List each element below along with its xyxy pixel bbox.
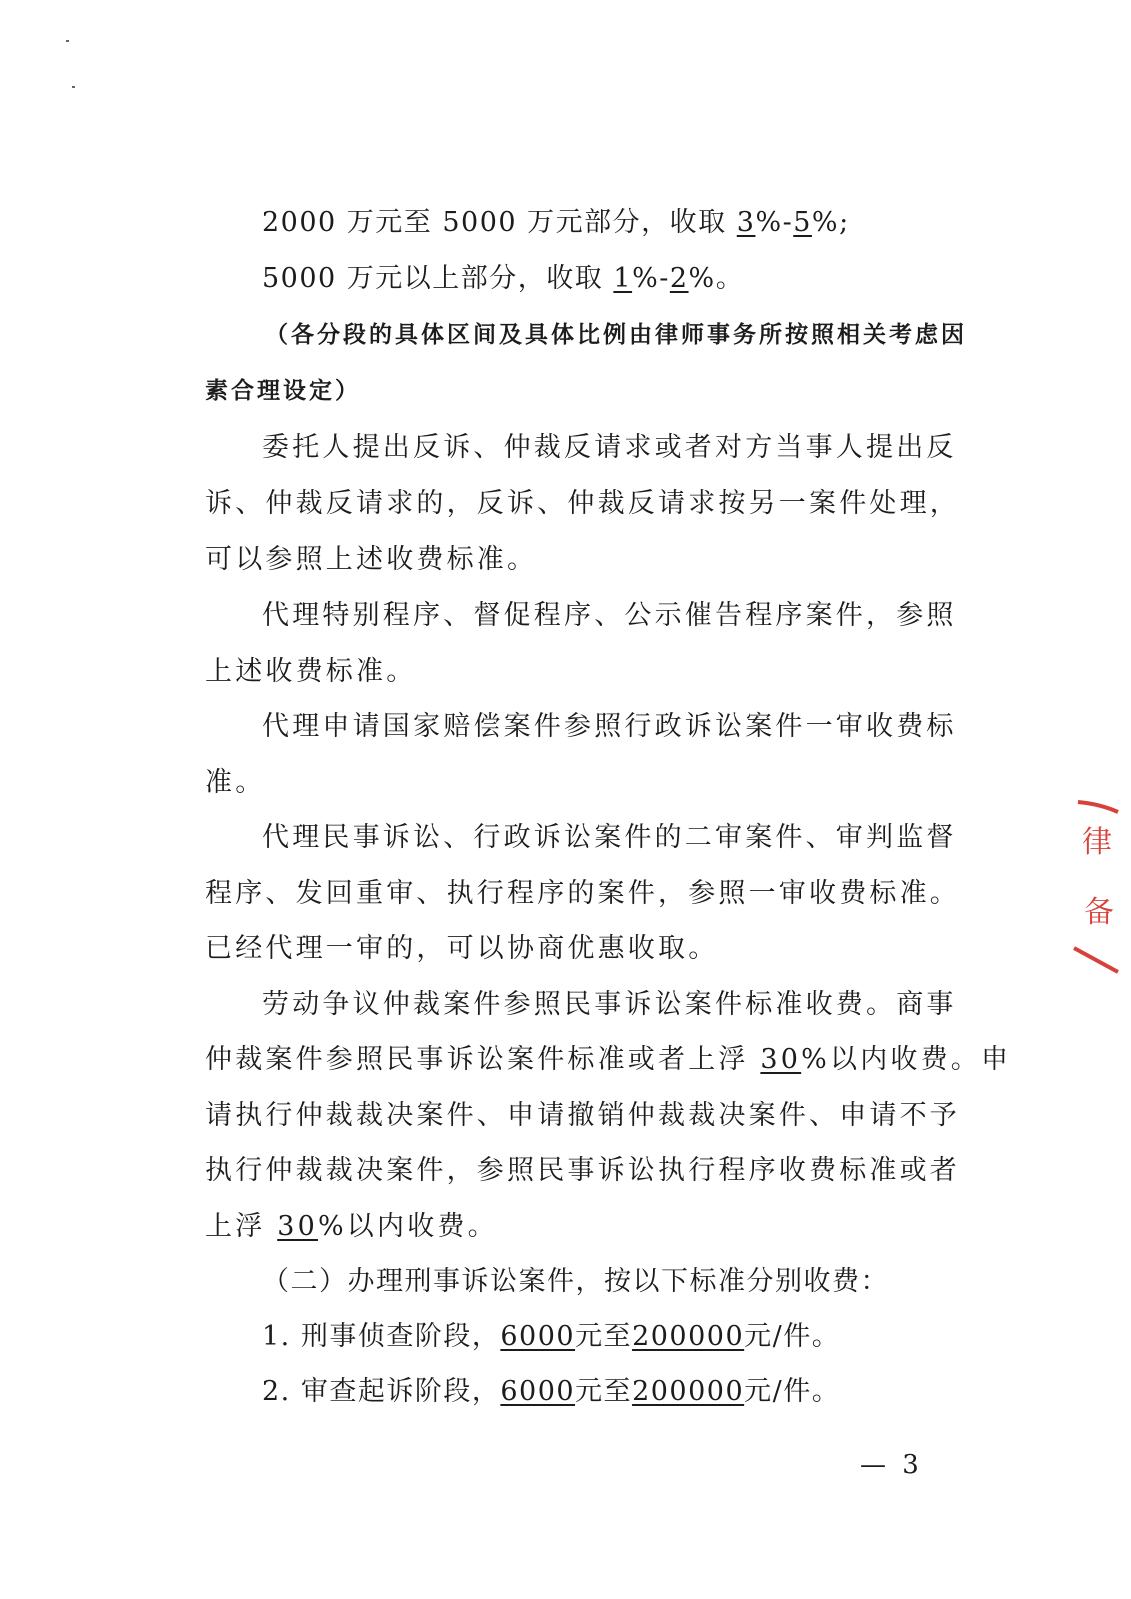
text-line: 委托人提出反诉、仲裁反请求或者对方当事人提出反: [262, 432, 957, 463]
list-item: 1. 刑事侦查阶段，6000元至200000元/件。: [262, 1321, 841, 1352]
seal-char: 备: [1084, 895, 1114, 930]
page-number: — 3: [860, 1450, 923, 1480]
text-line: 代理申请国家赔偿案件参照行政诉讼案件一审收费标: [262, 711, 957, 742]
seal-char: 律: [1082, 825, 1112, 860]
text-line: 诉、仲裁反请求的，反诉、仲裁反请求按另一案件处理，: [205, 488, 960, 519]
text-line: 执行仲裁裁决案件，参照民事诉讼执行程序收费标准或者: [205, 1155, 960, 1186]
text-line: 代理民事诉讼、行政诉讼案件的二审案件、审判监督: [262, 822, 957, 853]
text-line: 程序、发回重审、执行程序的案件，参照一审收费标准。: [205, 878, 960, 909]
text-line: 上述收费标准。: [205, 656, 417, 687]
list-item: 2. 审查起诉阶段，6000元至200000元/件。: [262, 1376, 841, 1407]
text-line: 可以参照上述收费标准。: [205, 544, 538, 575]
scan-speck: [66, 40, 69, 42]
text-line: 仲裁案件参照民事诉讼案件标准或者上浮 30%以内收费。申: [205, 1044, 1012, 1075]
scan-speck: [72, 86, 75, 88]
text-line: 劳动争议仲裁案件参照民事诉讼案件标准收费。商事: [262, 989, 957, 1020]
text-line: 准。: [205, 767, 266, 798]
text-line: 已经代理一审的，可以协商优惠收取。: [205, 933, 719, 964]
text-line: 代理特别程序、督促程序、公示催告程序案件，参照: [262, 600, 957, 631]
section-heading: （二）办理刑事诉讼案件，按以下标准分别收费：: [262, 1266, 889, 1297]
text-line: 请执行仲裁裁决案件、申请撤销仲裁裁决案件、申请不予: [205, 1100, 960, 1131]
registration-seal: [1060, 798, 1120, 978]
text-line: 2000 万元至 5000 万元部分，收取 3%-5%;: [262, 207, 850, 238]
text-line: 5000 万元以上部分，收取 1%-2%。: [262, 263, 745, 294]
note-line: （各分段的具体区间及具体比例由律师事务所按照相关考虑因: [265, 321, 967, 348]
note-line: 素合理设定）: [205, 377, 361, 404]
text-line: 上浮 30%以内收费。: [205, 1211, 498, 1242]
